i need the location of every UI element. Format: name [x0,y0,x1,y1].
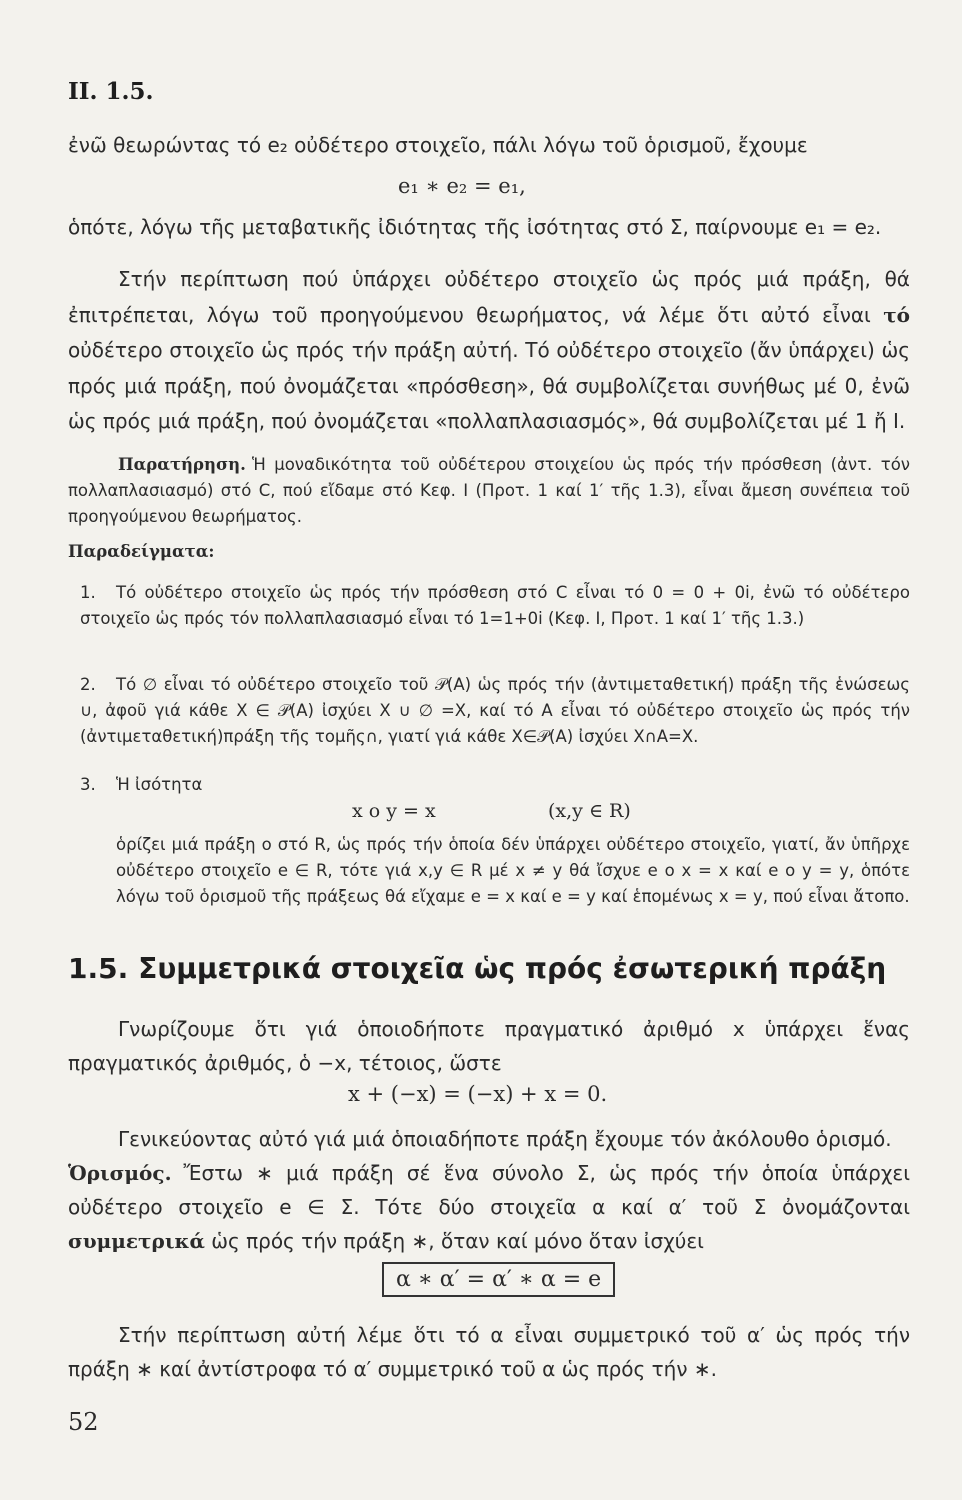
example-3 [80,772,910,798]
running-header: ΙΙ. 1.5. [68,78,154,105]
paragraph-transitive [68,210,910,244]
remark-text: Ἡ μοναδικότητα τοῦ οὐδέτερου στοιχείου ὡς πρός τήν πρόσθεση (ἀντ. τόν πολλαπλασιασμό) στό C, πού εἴδαμε στό Κεφ. I (Προτ. 1 καί 1′ τῆς 1.3), εἶναι ἄμεση συνέπεια τοῦ προηγούμενου θεωρήματος. [68,455,910,526]
paragraph-neutral-a: Στήν περίπτωση πού ὑπάρχει οὐδέτερο στοιχεῖο ὡς πρός μιά πράξη, θά ἐπιτρέπεται, λόγω τοῦ προηγούμενου θεωρήματος, νά λέμε ὅτι αὐτό εἶναι [68,267,910,327]
section-heading [68,952,886,985]
paragraph-symmetric [68,1318,910,1386]
definition-text-b: ὡς πρός τήν πράξη ∗, ὅταν καί μόνο ὅταν ἰσχύει [211,1229,704,1253]
example-text: Τό οὐδέτερο στοιχεῖο ὡς πρός τήν πρόσθεση στό C εἶναι τό 0 = 0 + 0i, ἐνῶ τό οὐδέτερο στοιχεῖο ὡς πρός τόν πολλαπλασιασμό εἶναι τό 1=1+0i (Κεφ. I, Προτ. 1 καί 1′ τῆς 1.3.) [80,583,910,628]
paragraph-generalize [68,1122,910,1156]
example-text: Τό ∅ εἶναι τό οὐδέτερο στοιχεῖο τοῦ 𝒫(A) ὡς πρός τήν (ἀντιμεταθετική) πράξη τῆς ἑνώσεως ∪, ἀφοῦ γιά κάθε X ∈ 𝒫(A) ἰσχύει X ∪ ∅ =X, καί τό A εἶναι τό οὐδέτερο στοιχεῖο ὡς πρός τήν (ἀντιμεταθετική)πράξη τῆς τομῆς∩, γιατί γιά κάθε X∈𝒫(A) ἰσχύει X∩A=X. [80,675,910,746]
paragraph-real-numbers [68,1012,910,1080]
paragraph-symmetric-text: Στήν περίπτωση αὐτή λέμε ὅτι τό α εἶναι συμμετρικό τοῦ α′ ὡς πρός τήν πράξη ∗ καί ἀντίστροφα τό α′ συμμετρικό τοῦ α ὡς πρός τήν ∗. [68,1323,910,1381]
paragraph-intro-text: ἐνῶ θεωρώντας τό e₂ οὐδέτερο στοιχεῖο, πάλι λόγω τοῦ ὁρισμοῦ, ἔχουμε [68,133,808,157]
equation-xoy-domain: (x,y ∈ R) [548,800,631,822]
paragraph-neutral-bold: τό [883,302,910,327]
paragraph-neutral [68,262,910,440]
paragraph-transitive-text: ὁπότε, λόγω τῆς μεταβατικῆς ἰδιότητας τῆς ἰσότητας στό Σ, παίρνουμε e₁ = e₂. [68,215,882,239]
examples-title: Παραδείγματα: [68,542,215,561]
example-number: 3. [80,775,96,794]
section-number: 1.5. [68,952,129,985]
paragraph-generalize-text: Γενικεύοντας αὐτό γιά μιά ὁποιαδήποτε πράξη ἔχουμε τόν ἀκόλουθο ὁρισμό. [118,1127,892,1151]
paragraph-intro [68,128,910,162]
paragraph-neutral-c: οὐδέτερο στοιχεῖο ὡς πρός τήν πράξη αὐτή. Τό οὐδέτερο στοιχεῖο (ἄν ὑπάρχει) ὡς πρός μιά πράξη, πού ὀνομάζεται «πρόσθεση», θά συμβολίζεται συνήθως μέ 0, ἐνῶ ὡς πρός μιά πράξη, πού ὀνομάζεται «πολλαπλασιασμός», θά συμβολίζεται μέ 1 ἤ I. [68,338,910,433]
example-2 [80,672,910,750]
example-number: 2. [80,675,96,694]
definition-label: Ὁρισμός. [68,1161,172,1185]
equation-e1: e₁ ∗ e₂ = e₁, [398,174,526,198]
equation-inverse: x + (−x) = (−x) + x = 0. [348,1082,608,1106]
page-number: 52 [68,1408,99,1436]
boxed-equation: α ∗ α′ = α′ ∗ α = e [382,1262,615,1297]
example-text: Ἡ ἰσότητα [116,775,203,794]
remark-label: Παρατήρηση. [118,455,246,474]
definition-bold-term: συμμετρικά [68,1229,205,1253]
example-number: 1. [80,583,96,602]
example-3-text: ὁρίζει μιά πράξη o στό R, ὡς πρός τήν ὁποία δέν ὑπάρχει οὐδέτερο στοιχεῖο, γιατί, ἄν ὑπῆρχε οὐδέτερο στοιχεῖο e ∈ R, τότε γιά x,y ∈ R μέ x ≠ y θά ἴσχυε e o x = x καί e o y = y, ὁπότε λόγω τοῦ ὁρισμοῦ τῆς πράξεως θά εἴχαμε e = x καί e = y καί ἑπομένως x = y, πού εἶναι ἄτοπο. [116,835,910,906]
example-3-continuation [116,832,910,910]
definition [68,1156,910,1258]
paragraph-real-numbers-text: Γνωρίζουμε ὅτι γιά ὁποιοδήποτε πραγματικό ἀριθμό x ὑπάρχει ἕνας πραγματικός ἀριθμός, ὁ −x, τέτοιος, ὥστε [68,1017,910,1075]
definition-text-a: Ἔστω ∗ μιά πράξη σέ ἕνα σύνολο Σ, ὡς πρός τήν ὁποία ὑπάρχει οὐδέτερο στοιχεῖο e ∈ Σ. Τότε δύο στοιχεῖα α καί α′ τοῦ Σ ὀνομάζονται [68,1161,910,1219]
remark [68,452,910,530]
equation-xoy: x o y = x [352,800,436,822]
example-1 [80,580,910,632]
section-title: Συμμετρικά στοιχεῖα ὡς πρός ἐσωτερική πράξη [138,952,887,985]
